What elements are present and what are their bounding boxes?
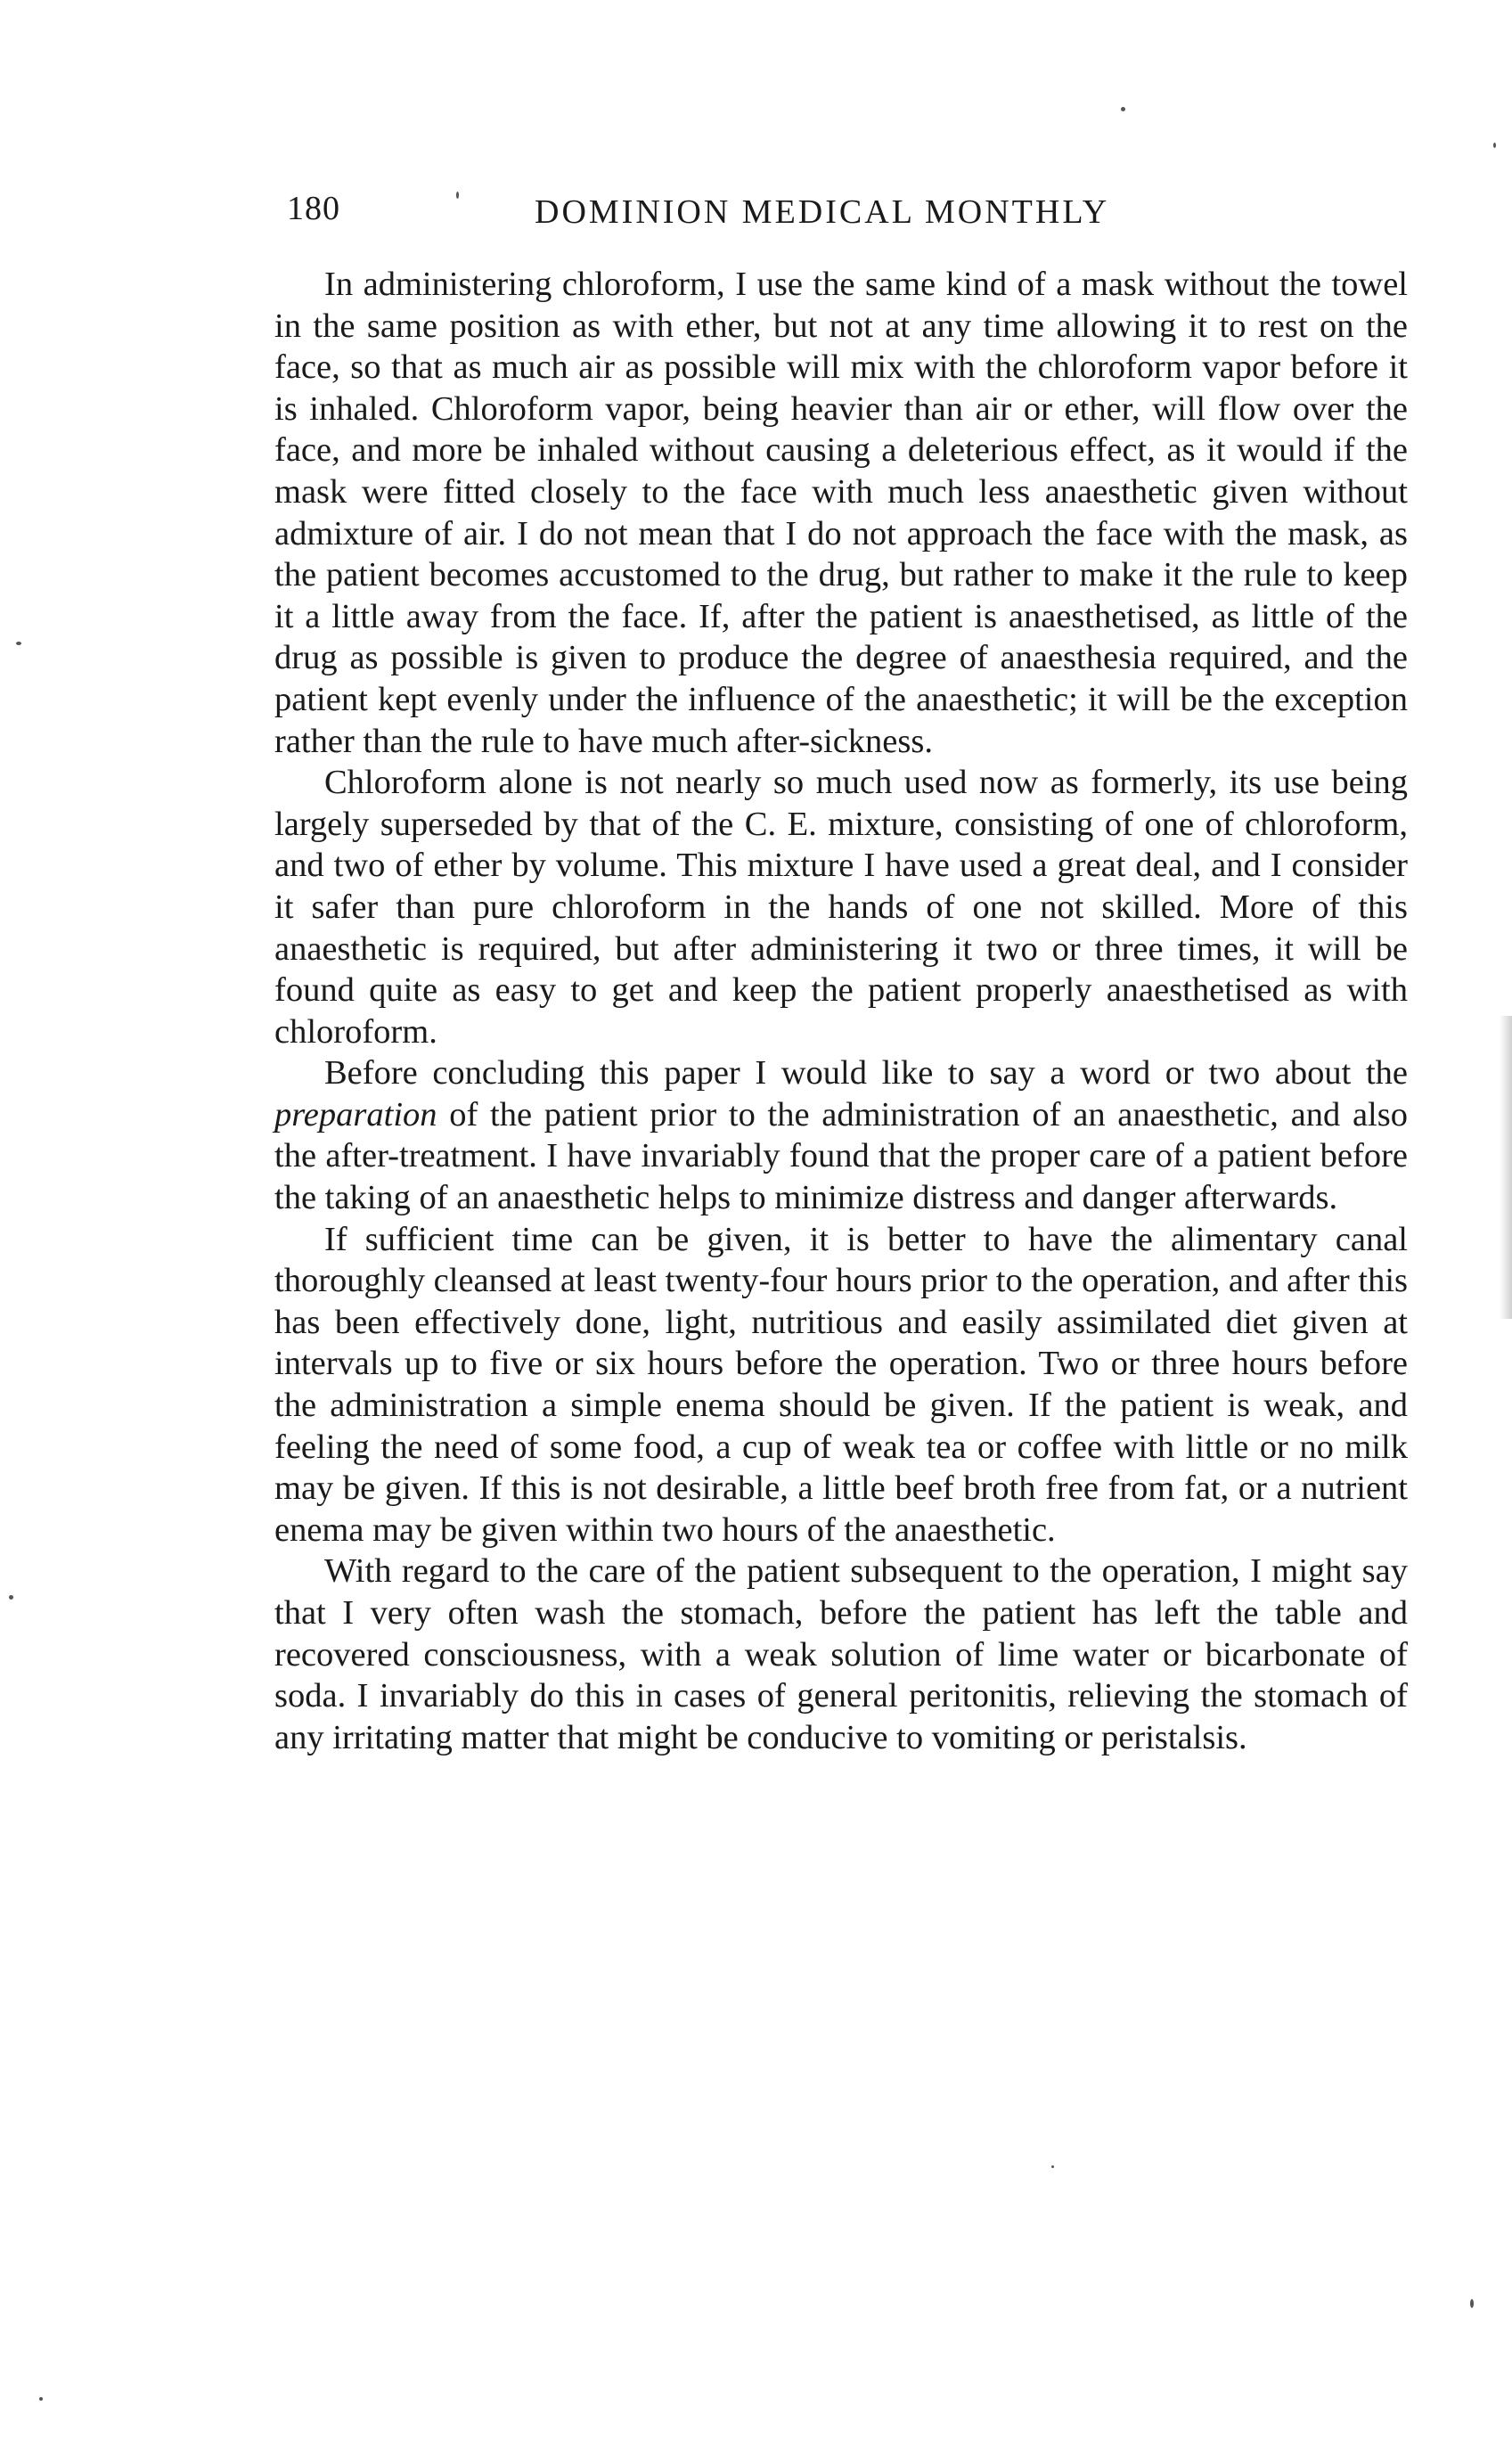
- scan-speck: [1470, 2299, 1474, 2308]
- paragraph-preparation-after: of the patient prior to the administration of an anaesthetic, and also the after-treatment. I have invariably found that the proper care of a patient before the taking of an anaesthetic helps to minimize distress and danger afterwards.: [274, 1095, 1408, 1217]
- scan-speck: [16, 642, 21, 645]
- scan-speck: [9, 1595, 13, 1600]
- paragraph-alimentary-canal: If sufficient time can be given, it is better to have the alimentary canal thoroughly cleansed at least twenty-four hours prior to the operation, and after this has been effectively done, light, nutritious and easily assimilated diet given at intervals up to five or six hours before the operation. Two or three hours before the administration a simple enema should be given. If the patient is weak, and feeling the need of some food, a cup of weak tea or coffee with little or no milk may be given. If this is not desirable, a little beef broth free from fat, or a nutrient enema may be given within two hours of the anaesthetic.: [274, 1220, 1408, 1549]
- scan-speck: [39, 2397, 43, 2401]
- paragraph-preparation: [274, 1052, 1408, 1218]
- page-edge-shadow: [1500, 1016, 1512, 1319]
- emphasis-preparation: preparation: [274, 1095, 437, 1133]
- running-head: DOMINION MEDICAL MONTHLY: [535, 193, 1110, 231]
- paragraph-preparation-before: Before concluding this paper I would like to say a word or two about the: [324, 1054, 1408, 1093]
- scan-speck: [1051, 2165, 1054, 2168]
- paragraph-ce-mixture: Chloroform alone is not nearly so much used now as formerly, its use being largely superseded by that of the C. E. mixture, consisting of one of chloroform, and two of ether by volume. This mixture I have used a great deal, and I consider it safer than pure chloroform in the hands of one not skilled. More of this anaesthetic is required, but after administering it two or three times, it will be found quite as easy to get and keep the patient properly anaesthetised as with chloroform.: [274, 764, 1408, 1051]
- scan-speck: [1121, 107, 1125, 111]
- page-header: [287, 189, 1178, 242]
- scan-speck: [1493, 143, 1496, 148]
- scan-speck: [456, 192, 459, 199]
- paragraph-chloroform-mask: In administering chloroform, I use the same kind of a mask without the towel in the same position as with ether, but not at any time allowing it to rest on the face, so that as much air as possible will mix with the chloroform vapor before it is inhaled. Chloroform vapor, being heavier than air or ether, will flow over the face, and more be inhaled without causing a deleterious effect, as it would if the mask were fitted closely to the face with much less anaesthetic given without admixture of air. I do not mean that I do not approach the face with the mask, as the patient becomes accustomed to the drug, but rather to make it the rule to keep it a little away from the face. If, after the patient is anaesthetised, as little of the drug as possible is given to produce the degree of anaesthesia required, and the patient kept evenly under the influence of the anaesthetic; it will be the exception rather than the rule to have much after-sickness.: [274, 266, 1408, 760]
- paragraph-after-care: With regard to the care of the patient subsequent to the operation, I might say that I very often wash the stomach, before the patient has left the table and recovered consciousness, with a weak solution of lime water or bicarbonate of soda. I invariably do this in cases of general peritonitis, relieving the stomach of any irritating matter that might be conducive to vomiting or peristalsis.: [274, 1552, 1408, 1756]
- article-body: [274, 264, 1408, 1758]
- page-number: 180: [287, 190, 340, 227]
